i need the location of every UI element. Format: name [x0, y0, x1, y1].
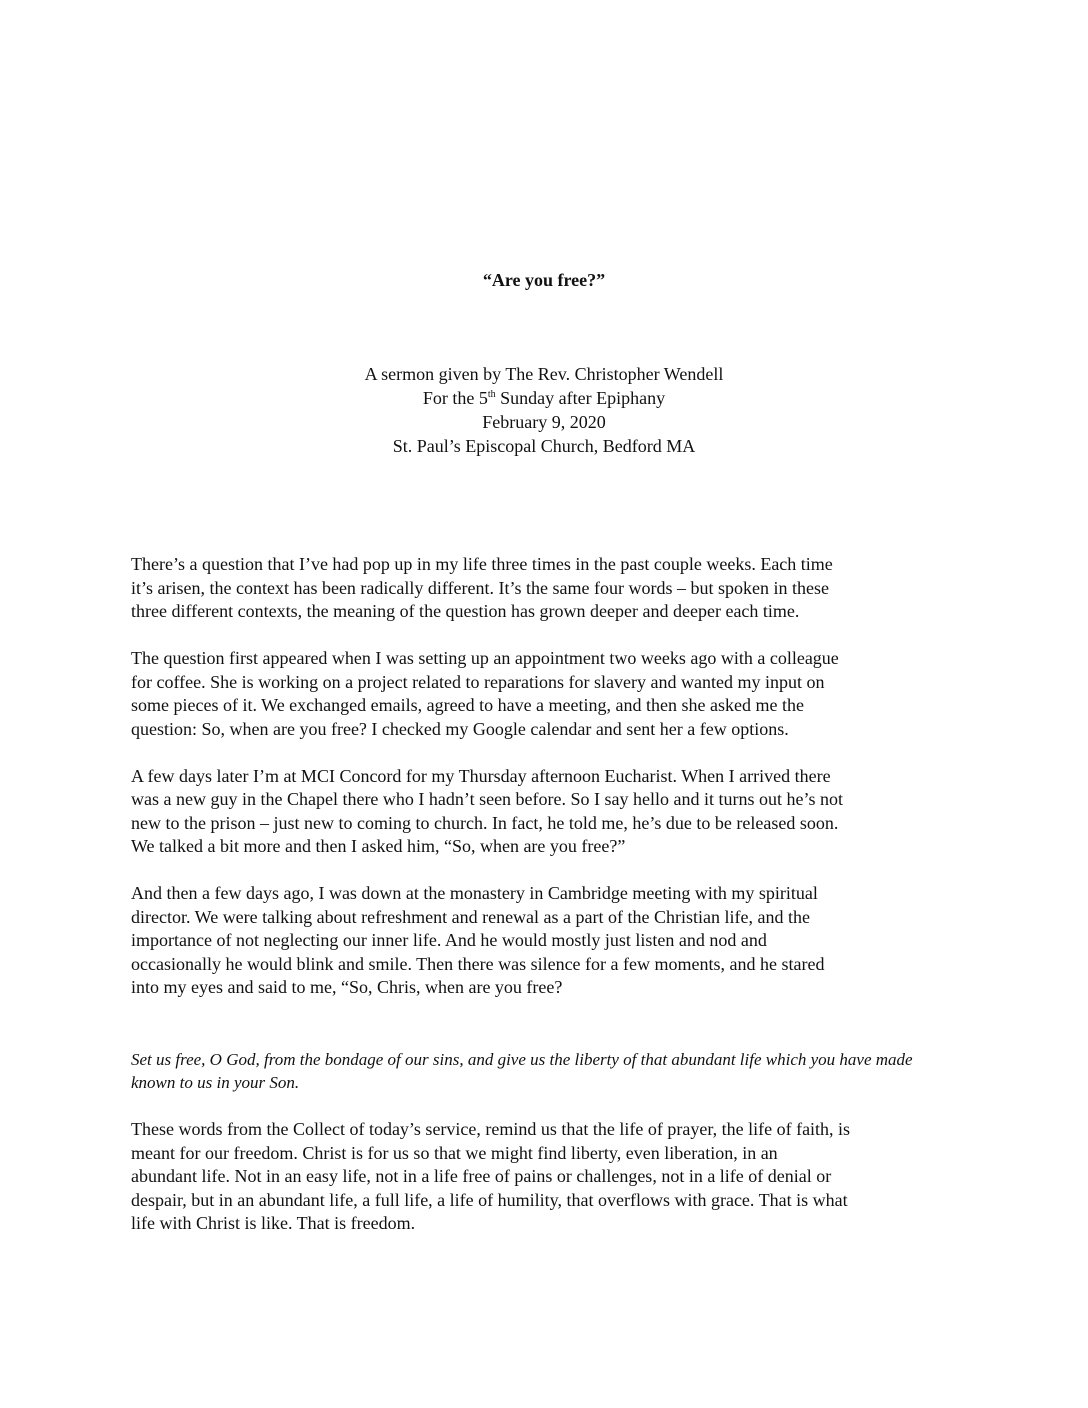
text-line: meant for our freedom. Christ is for us so that we might find liberty, even liberation, in an [131, 1142, 778, 1163]
text-line: into my eyes and said to me, “So, Chris, when are you free? [131, 977, 563, 997]
byline-occasion-sup: th [487, 389, 496, 400]
text-line: A few days later I’m at MCI Concord for my Thursday afternoon Eucharist. When I arrived there [131, 765, 831, 786]
text-line: importance of not neglecting our inner life. And he would mostly just listen and nod and [131, 930, 767, 950]
text-line: director. We were talking about refreshment and renewal as a part of the Christian life, and the [131, 906, 810, 927]
text-line: it’s arisen, the context has been radically different. It’s the same four words – but spoken in these [131, 577, 829, 598]
byline-date: February 9, 2020 [482, 412, 606, 432]
byline-occasion-post: Sunday after Epiphany [495, 388, 666, 408]
text-line: There’s a question that I’ve had pop up in my life three times in the past couple weeks. Each time [131, 554, 833, 574]
byline-author: A sermon given by The Rev. Christopher Wendell [364, 364, 724, 384]
byline-location: St. Paul’s Episcopal Church, Bedford MA [392, 436, 696, 456]
text-line: was a new guy in the Chapel there who I hadn’t seen before. So I say hello and it turns out he’s not [131, 789, 844, 809]
text-line: known to us in your Son. [131, 1073, 300, 1092]
paragraph-5 [131, 1118, 961, 1236]
paragraph-1 [131, 553, 961, 624]
text-line: The question first appeared when I was setting up an appointment two weeks ago with a colleague [131, 648, 839, 668]
byline [0, 362, 1088, 458]
text-line: Set us free, O God, from the bondage of our sins, and give us the liberty of that abundant life which you have made [131, 1049, 913, 1069]
sermon-body [131, 553, 961, 1259]
paragraph-2 [131, 647, 961, 741]
text-line: abundant life. Not in an easy life, not in a life free of pains or challenges, not in a life of denial or [131, 1166, 832, 1186]
text-line: And then a few days ago, I was down at the monastery in Cambridge meeting with my spiritual [131, 883, 818, 903]
text-line: occasionally he would blink and smile. Then there was silence for a few moments, and he stared [131, 953, 825, 974]
text-line: life with Christ is like. That is freedom. [131, 1213, 416, 1233]
text-line: We talked a bit more and then I asked him, “So, when are you free?” [131, 836, 626, 856]
byline-occasion [0, 386, 1088, 410]
text-line: These words from the Collect of today’s service, remind us that the life of prayer, the life of faith, is [131, 1119, 851, 1139]
text-line: question: So, when are you free? I checked my Google calendar and sent her a few options. [131, 718, 789, 739]
paragraph-3 [131, 765, 961, 859]
text-line: despair, but in an abundant life, a full life, a life of humility, that overflows with grace. That is what [131, 1189, 848, 1210]
collect-quote [131, 1048, 961, 1095]
text-line: new to the prison – just new to coming to church. In fact, he told me, he’s due to be released soon. [131, 812, 839, 833]
paragraph-4 [131, 882, 961, 1000]
byline-occasion-pre: For the 5 [422, 388, 488, 408]
text-line: for coffee. She is working on a project related to reparations for slavery and wanted my input on [131, 671, 825, 692]
sermon-title: “Are you free?” [482, 270, 606, 290]
text-line: three different contexts, the meaning of the question has grown deeper and deeper each time. [131, 601, 800, 621]
text-line: some pieces of it. We exchanged emails, agreed to have a meeting, and then she asked me the [131, 695, 804, 715]
